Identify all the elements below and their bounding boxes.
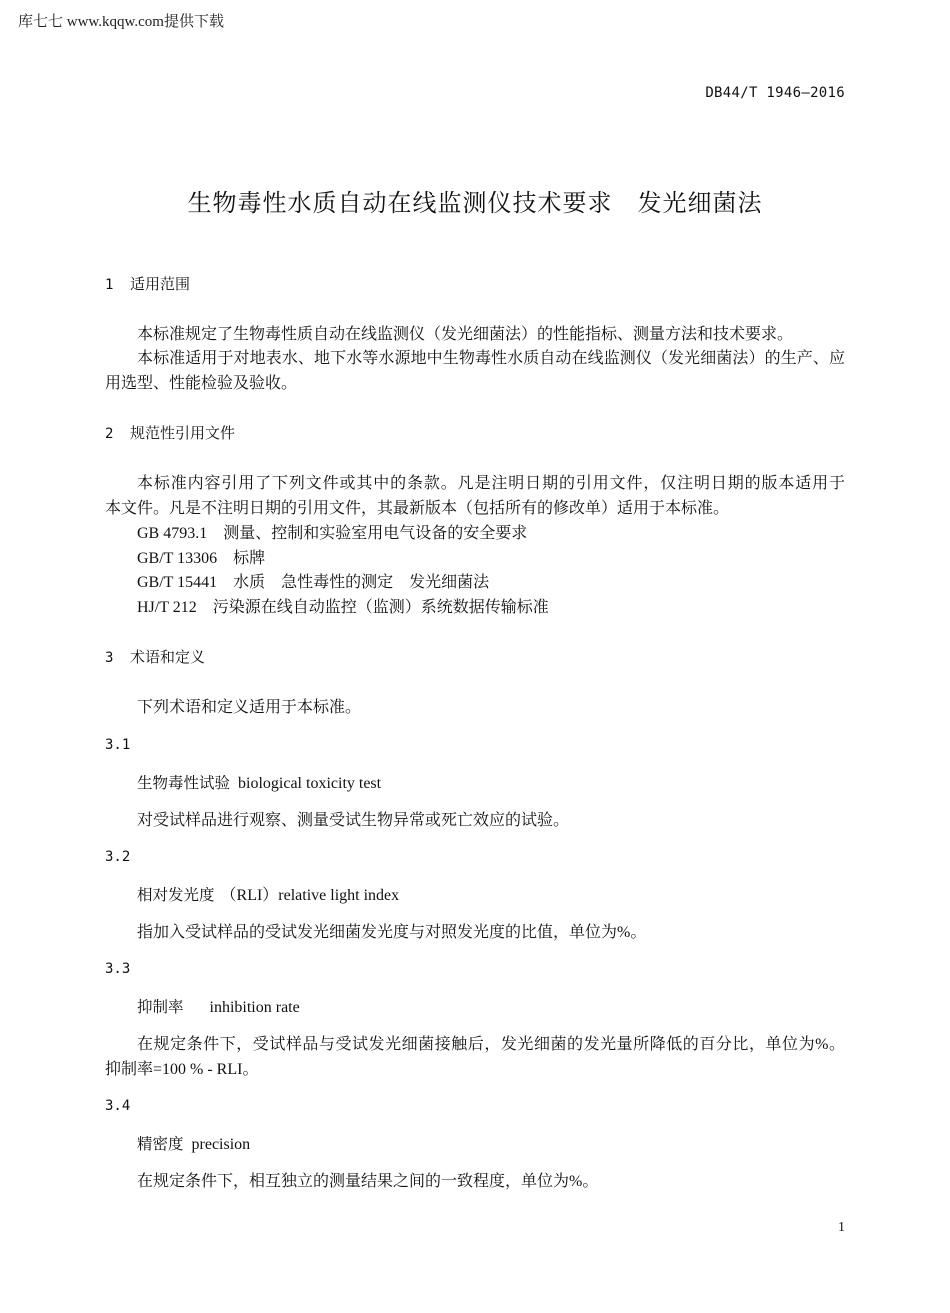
section-heading-scope [105, 272, 190, 297]
section-title: 规范性引用文件 [130, 424, 236, 442]
section-title: 术语和定义 [130, 648, 206, 666]
term-line [137, 995, 845, 1020]
section-number: 3 [105, 650, 114, 666]
section-intro: 下列术语和定义适用于本标准。 [137, 699, 362, 716]
paragraph-line: 用选型、性能检验及验收。 [105, 375, 298, 392]
reference-item [137, 570, 845, 595]
clause-number: 3.2 [105, 849, 131, 865]
reference-title: 水质 急性毒性的测定 发光细菌法 [233, 574, 490, 591]
term-definition-formula: 抑制率=100 % - RLI。 [105, 1061, 259, 1078]
term-line [137, 883, 845, 908]
paragraph-line: 本标准适用于对地表水、地下水等水源地中生物毒性水质自动在线监测仪（发光细菌法）的生产、应 [137, 350, 845, 367]
term-english: （RLI）relative light index [220, 887, 400, 904]
term-chinese: 抑制率 [137, 998, 184, 1016]
term-chinese: 生物毒性试验 [137, 774, 231, 792]
document-title: 生物毒性水质自动在线监测仪技术要求 发光细菌法 [187, 189, 763, 217]
section-heading-terms-definitions [105, 645, 205, 670]
paragraph-line: 本标准规定了生物毒性质自动在线监测仪（发光细菌法）的性能指标、测量方法和技术要求。 [137, 326, 794, 343]
term-chinese: 相对发光度 [137, 886, 215, 904]
section-number: 2 [105, 426, 114, 442]
reference-code: GB/T 13306 [137, 550, 218, 567]
reference-item [137, 595, 845, 620]
clause-number: 3.1 [105, 737, 131, 753]
page-number: 1 [838, 1220, 845, 1235]
term-english: precision [191, 1136, 251, 1153]
term-definition: 指加入受试样品的受试发光细菌发光度与对照发光度的比值，单位为%。 [137, 924, 647, 941]
term-definition: 在规定条件下，相互独立的测量结果之间的一致程度，单位为%。 [137, 1173, 599, 1190]
standard-code: DB44/T 1946—2016 [705, 85, 845, 101]
clause-number: 3.3 [105, 961, 131, 977]
reference-title: 标牌 [233, 550, 266, 567]
term-english: inhibition rate [209, 999, 300, 1016]
section-number: 1 [105, 277, 114, 293]
clause-number: 3.4 [105, 1098, 131, 1114]
paragraph-line: 本标准内容引用了下列文件或其中的条款。凡是注明日期的引用文件，仅注明日期的版本适用于 [137, 475, 845, 492]
term-definition: 在规定条件下，受试样品与受试发光细菌接触后，发光细菌的发光量所降低的百分比，单位为%。 [137, 1036, 845, 1053]
section-heading-normative-references [105, 421, 235, 446]
term-english: biological toxicity test [238, 775, 382, 792]
reference-item [137, 521, 845, 546]
reference-code: GB 4793.1 [137, 525, 208, 542]
reference-code: GB/T 15441 [137, 574, 218, 591]
reference-code: HJ/T 212 [137, 599, 197, 616]
paragraph-line: 本文件。凡是不注明日期的引用文件，其最新版本（包括所有的修改单）适用于本标准。 [105, 500, 730, 517]
term-line [137, 771, 845, 796]
reference-title: 测量、控制和实验室用电气设备的安全要求 [223, 525, 528, 542]
reference-title: 污染源在线自动监控（监测）系统数据传输标准 [212, 599, 549, 616]
section-title: 适用范围 [130, 275, 191, 293]
download-watermark: 库七七 www.kqqw.com提供下载 [18, 14, 224, 30]
term-chinese: 精密度 [137, 1135, 184, 1153]
term-line [137, 1132, 845, 1157]
reference-item [137, 546, 845, 571]
term-definition: 对受试样品进行观察、测量受试生物异常或死亡效应的试验。 [137, 812, 570, 829]
